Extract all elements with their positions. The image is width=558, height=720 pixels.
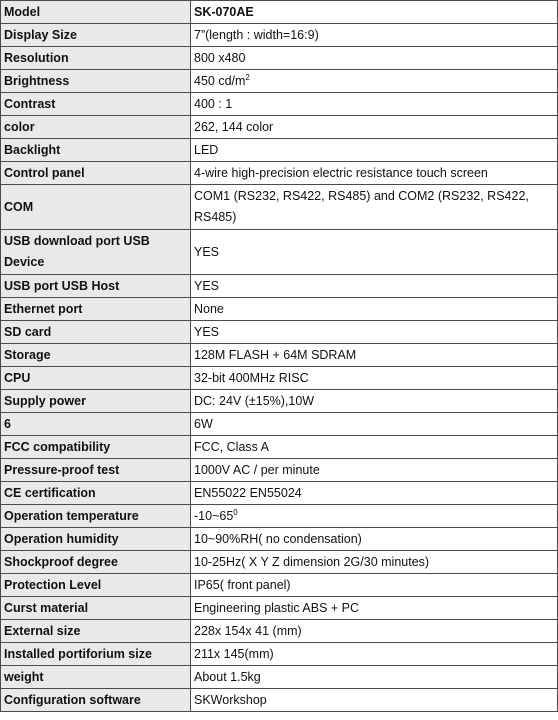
spec-value-text: YES [194, 244, 220, 259]
spec-value [191, 436, 558, 459]
spec-label-text: Installed portiforium size [4, 647, 152, 661]
spec-value [191, 413, 558, 436]
spec-row [1, 413, 558, 436]
spec-row [1, 597, 558, 620]
spec-label [1, 298, 191, 321]
spec-value-text: COM1 (RS232, RS422, RS485) and COM2 (RS232, RS422, RS485) [194, 189, 529, 224]
spec-label [1, 116, 191, 139]
spec-value [191, 574, 558, 597]
spec-value [191, 620, 558, 643]
spec-value-text: 10~90%RH( no condensation) [194, 532, 362, 546]
spec-value-text: EN55022 EN55024 [194, 486, 302, 500]
spec-label-text: CPU [4, 371, 31, 385]
spec-value-text: 7”(length : width=16:9) [194, 28, 319, 42]
spec-label [1, 321, 191, 344]
spec-label [1, 390, 191, 413]
spec-label-text: USB download port USB Device [4, 234, 150, 269]
spec-label [1, 47, 191, 70]
spec-label [1, 505, 191, 528]
spec-label-text: Backlight [4, 143, 61, 157]
spec-value [191, 93, 558, 116]
spec-label [1, 139, 191, 162]
spec-value [191, 1, 558, 24]
spec-value [191, 597, 558, 620]
spec-label [1, 597, 191, 620]
spec-label [1, 528, 191, 551]
spec-label [1, 1, 191, 24]
spec-label [1, 93, 191, 116]
spec-table-body [1, 1, 558, 712]
spec-value-text: DC: 24V (±15%),10W [194, 394, 315, 408]
spec-value [191, 70, 558, 93]
spec-value [191, 528, 558, 551]
spec-value [191, 321, 558, 344]
spec-label [1, 574, 191, 597]
spec-label-text: SD card [4, 325, 52, 339]
spec-label [1, 643, 191, 666]
spec-row [1, 139, 558, 162]
spec-row [1, 321, 558, 344]
spec-label-text: weight [4, 670, 44, 684]
spec-value [191, 505, 558, 528]
spec-label [1, 162, 191, 185]
spec-value-text: 228x 154x 41 (mm) [194, 624, 302, 638]
spec-value [191, 139, 558, 162]
spec-label-text: External size [4, 624, 81, 638]
spec-label-text: USB port USB Host [4, 279, 120, 293]
spec-row [1, 367, 558, 390]
spec-value-text: 450 cd/m [194, 74, 246, 88]
spec-value-text: LED [194, 143, 219, 157]
spec-value-text: 32-bit 400MHz RISC [194, 371, 309, 385]
spec-value [191, 162, 558, 185]
spec-row [1, 70, 558, 93]
spec-label [1, 482, 191, 505]
spec-label-text: Storage [4, 348, 51, 362]
spec-label [1, 185, 191, 230]
spec-value-text: None [194, 302, 224, 316]
spec-label [1, 620, 191, 643]
spec-label-text: Pressure-proof test [4, 463, 120, 477]
spec-row [1, 459, 558, 482]
spec-row [1, 1, 558, 24]
spec-value-text: IP65( front panel) [194, 578, 291, 592]
spec-row [1, 230, 558, 275]
spec-label [1, 70, 191, 93]
spec-row [1, 689, 558, 712]
spec-value-text: SKWorkshop [194, 693, 267, 707]
spec-value-text: 800 x480 [194, 51, 246, 65]
spec-label [1, 230, 191, 275]
spec-value-text: -10~65 [194, 509, 234, 523]
spec-label [1, 689, 191, 712]
spec-label-text: CE certification [4, 486, 96, 500]
spec-label-text: Model [4, 5, 41, 19]
spec-value-text: YES [194, 279, 220, 293]
spec-value-text: 10-25Hz( X Y Z dimension 2G/30 minutes) [194, 555, 430, 569]
spec-value-text: SK-070AE [194, 5, 254, 19]
spec-label [1, 367, 191, 390]
spec-row [1, 275, 558, 298]
spec-label-text: Operation temperature [4, 509, 139, 523]
spec-label-text: Configuration software [4, 693, 141, 707]
spec-value-text: 211x 145(mm) [194, 647, 274, 661]
spec-value [191, 482, 558, 505]
spec-label-text: Protection Level [4, 578, 102, 592]
spec-row [1, 185, 558, 230]
spec-label-text: Resolution [4, 51, 69, 65]
spec-value-text: 6W [194, 417, 213, 431]
spec-value [191, 390, 558, 413]
spec-label [1, 344, 191, 367]
spec-value [191, 275, 558, 298]
spec-label-text: Contrast [4, 97, 56, 111]
spec-label-text: FCC compatibility [4, 440, 111, 454]
spec-value-text: 128M FLASH + 64M SDRAM [194, 348, 357, 362]
spec-label-text: Brightness [4, 74, 70, 88]
spec-row [1, 574, 558, 597]
spec-label-text: Operation humidity [4, 532, 119, 546]
spec-value [191, 459, 558, 482]
spec-value [191, 666, 558, 689]
spec-label-text: Ethernet port [4, 302, 83, 316]
spec-value [191, 24, 558, 47]
spec-label-text: 6 [4, 417, 11, 431]
spec-value-text: 400 : 1 [194, 97, 233, 111]
spec-label-text: Control panel [4, 166, 85, 180]
spec-value-text: Engineering plastic ABS + PC [194, 601, 360, 615]
spec-value [191, 367, 558, 390]
spec-label [1, 436, 191, 459]
spec-row [1, 162, 558, 185]
spec-row [1, 93, 558, 116]
spec-value-text: YES [194, 325, 220, 339]
spec-row [1, 666, 558, 689]
spec-value-superscript: 2 [245, 72, 250, 82]
spec-label [1, 551, 191, 574]
spec-value [191, 689, 558, 712]
spec-row [1, 24, 558, 47]
spec-label-text: COM [4, 199, 34, 214]
spec-value [191, 47, 558, 70]
spec-row [1, 505, 558, 528]
spec-row [1, 482, 558, 505]
spec-label-text: Supply power [4, 394, 86, 408]
spec-label [1, 413, 191, 436]
spec-value-text: 262, 144 color [194, 120, 274, 134]
spec-row [1, 390, 558, 413]
spec-value-text: About 1.5kg [194, 670, 261, 684]
spec-value-text: FCC, Class A [194, 440, 270, 454]
spec-row [1, 551, 558, 574]
spec-label [1, 275, 191, 298]
spec-value [191, 298, 558, 321]
spec-value [191, 551, 558, 574]
spec-label-text: Curst material [4, 601, 89, 615]
spec-value [191, 230, 558, 275]
spec-value-text: 1000V AC / per minute [194, 463, 320, 477]
spec-label-text: Display Size [4, 28, 77, 42]
spec-label [1, 24, 191, 47]
spec-label-text: color [4, 120, 35, 134]
spec-row [1, 344, 558, 367]
spec-row [1, 643, 558, 666]
spec-label [1, 666, 191, 689]
spec-value-superscript: 0 [233, 507, 238, 517]
spec-row [1, 528, 558, 551]
spec-row [1, 47, 558, 70]
spec-label [1, 459, 191, 482]
spec-row [1, 436, 558, 459]
spec-value [191, 116, 558, 139]
spec-value-text: 4-wire high-precision electric resistance touch screen [194, 166, 488, 180]
spec-value [191, 185, 558, 230]
spec-value [191, 643, 558, 666]
spec-row [1, 620, 558, 643]
spec-value [191, 344, 558, 367]
spec-row [1, 116, 558, 139]
spec-row [1, 298, 558, 321]
spec-label-text: Shockproof degree [4, 555, 118, 569]
